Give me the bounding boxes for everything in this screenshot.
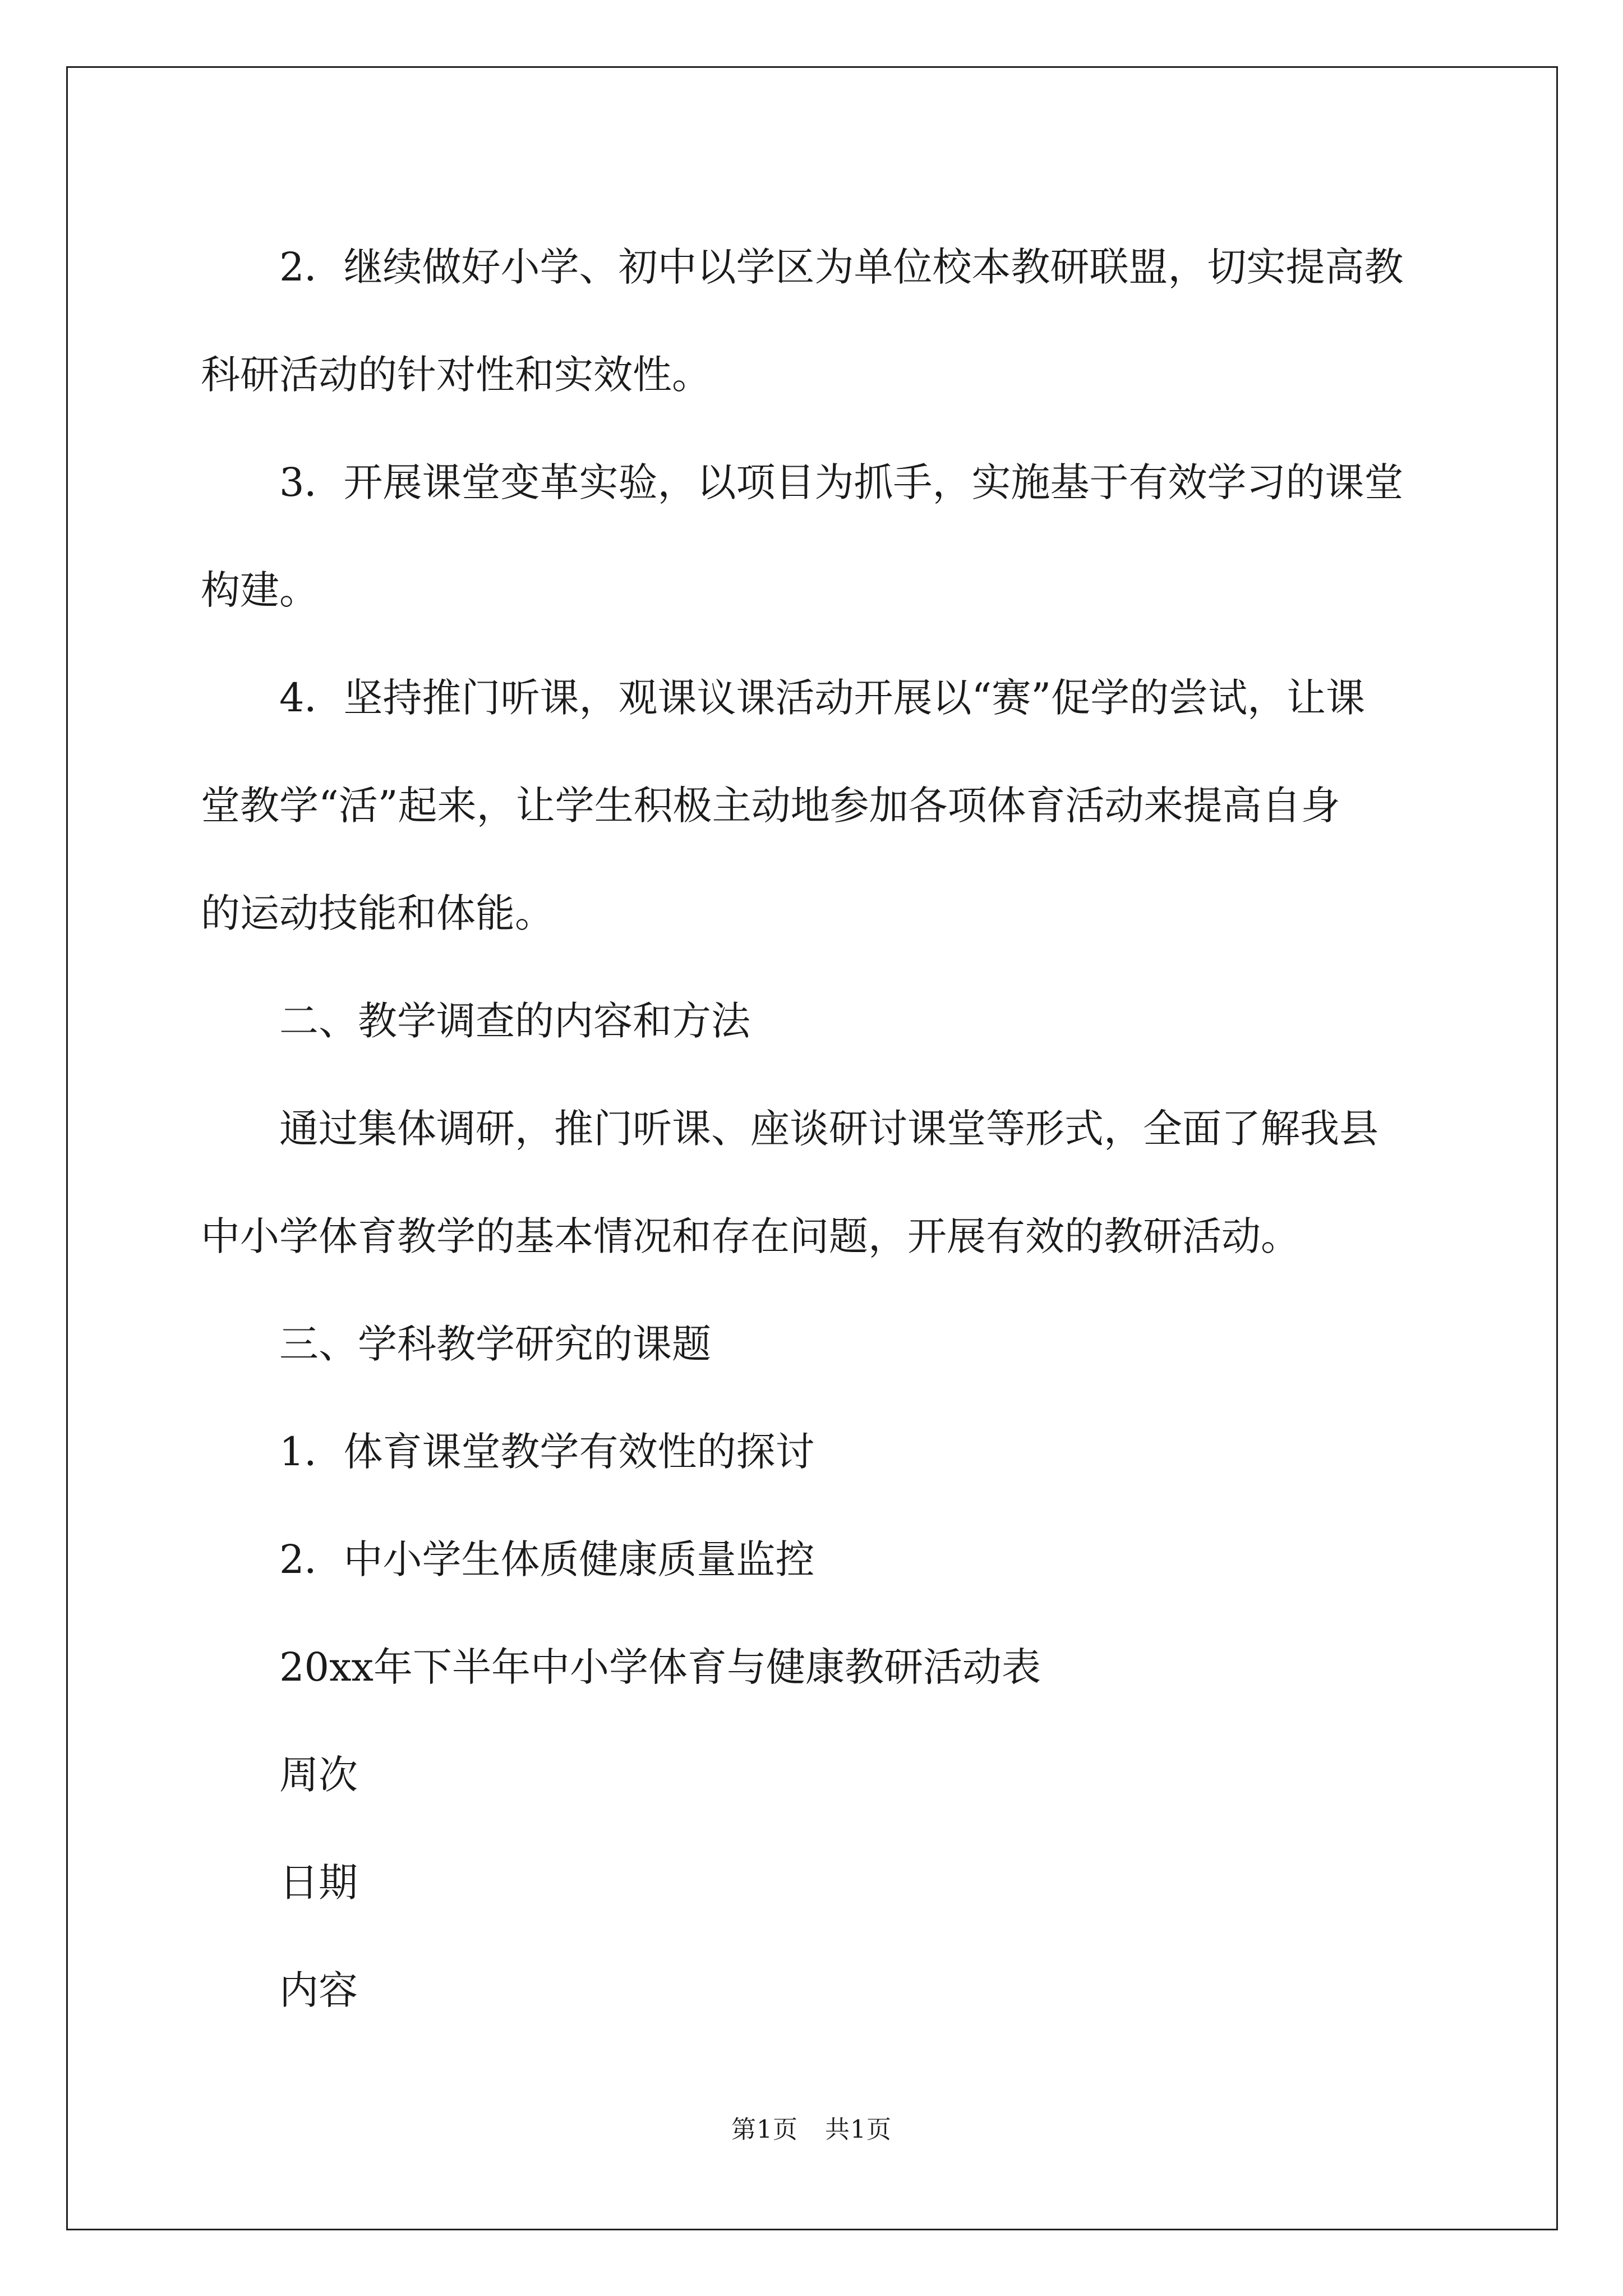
- table-header-content: 内容: [279, 1967, 358, 2013]
- table-title: 20xx年下半年中小学体育与健康教研活动表: [279, 1644, 1041, 1690]
- page-footer: [0, 2109, 1623, 2145]
- section-heading: 三、学科教学研究的课题: [279, 1321, 711, 1367]
- paragraph-line: 构建。: [201, 567, 319, 613]
- paragraph-line: 科研活动的针对性和实效性。: [201, 352, 711, 398]
- page-number: 第1页: [731, 2115, 798, 2144]
- paragraph-line: 2．继续做好小学、初中以学区为单位校本教研联盟，切实提高教: [279, 244, 1404, 290]
- paragraph-line: 3．开展课堂变革实验，以项目为抓手，实施基于有效学习的课堂: [279, 459, 1404, 505]
- paragraph-line: 4．坚持推门听课，观课议课活动开展以“赛”促学的尝试，让课: [279, 675, 1366, 721]
- table-header-week: 周次: [279, 1752, 358, 1798]
- table-header-date: 日期: [279, 1860, 358, 1906]
- paragraph-line: 的运动技能和体能。: [201, 890, 554, 936]
- section-heading: 二、教学调查的内容和方法: [279, 998, 750, 1044]
- document-body: [201, 213, 1435, 2044]
- paragraph-line: 通过集体调研，推门听课、座谈研讨课堂等形式，全面了解我县: [279, 1106, 1378, 1152]
- paragraph-line: 中小学体育教学的基本情况和存在问题，开展有效的教研活动。: [201, 1213, 1300, 1259]
- page-total: 共1页: [825, 2115, 892, 2144]
- list-item: 1．体育课堂教学有效性的探讨: [279, 1429, 815, 1475]
- list-item: 2．中小学生体质健康质量监控: [279, 1536, 815, 1582]
- paragraph-line: 堂教学“活”起来，让学生积极主动地参加各项体育活动来提高自身: [201, 783, 1340, 829]
